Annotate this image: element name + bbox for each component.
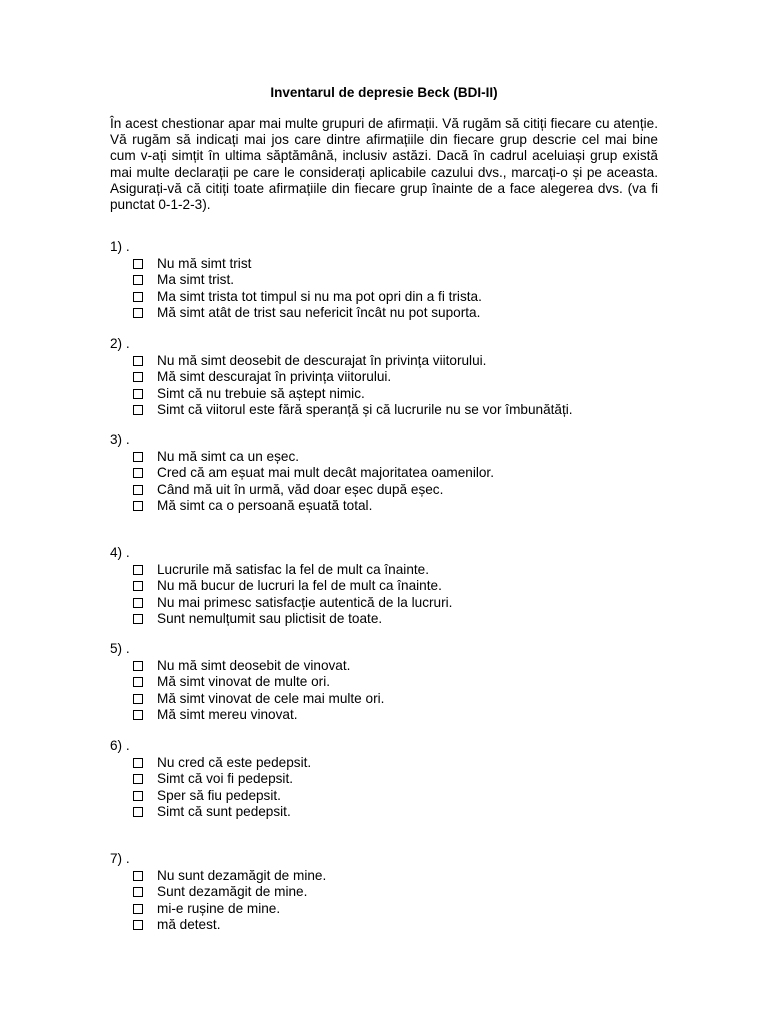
option-label: Nu mă simt trist (157, 255, 252, 271)
checkbox-icon[interactable] (133, 774, 143, 784)
checkbox-icon[interactable] (133, 485, 143, 495)
checkbox-icon[interactable] (133, 452, 143, 462)
option-label: Nu mă simt deosebit de descurajat în privința viitorului. (157, 352, 487, 368)
answer-option[interactable] (110, 788, 670, 805)
checkbox-icon[interactable] (133, 871, 143, 881)
option-label: Mă simt ca o persoană eșuată total. (157, 498, 373, 513)
question-number: 5) . (110, 641, 130, 656)
question-block (110, 851, 670, 934)
question-block (110, 738, 670, 821)
answer-option[interactable] (110, 369, 670, 386)
answer-option[interactable] (110, 272, 670, 289)
checkbox-icon[interactable] (133, 468, 143, 478)
checkbox-icon[interactable] (133, 598, 143, 608)
checkbox-icon[interactable] (133, 710, 143, 720)
answer-option[interactable] (110, 674, 670, 691)
checkbox-icon[interactable] (133, 581, 143, 591)
checkbox-icon[interactable] (133, 405, 143, 415)
checkbox-icon[interactable] (133, 904, 143, 914)
question-number: 2) . (110, 336, 130, 351)
checkbox-icon[interactable] (133, 259, 143, 269)
option-label: Nu sunt dezamăgit de mine. (157, 867, 327, 883)
answer-option[interactable] (110, 658, 670, 675)
option-label: Nu mă simt ca un eșec. (157, 448, 300, 464)
answer-option[interactable] (110, 562, 670, 579)
option-label: Nu mă simt deosebit de vinovat. (157, 657, 351, 673)
option-label: Simt că voi fi pedepsit. (157, 771, 293, 786)
answer-option[interactable] (110, 482, 670, 499)
question-number: 7) . (110, 851, 130, 866)
checkbox-icon[interactable] (133, 356, 143, 366)
answer-option[interactable] (110, 578, 670, 595)
answer-option[interactable] (110, 755, 670, 772)
question-number: 1) . (110, 239, 130, 254)
checkbox-icon[interactable] (133, 292, 143, 302)
question-block (110, 545, 670, 628)
option-label: Mă simt vinovat de cele mai multe ori. (157, 690, 385, 706)
option-label: Ma simt trist. (157, 272, 235, 287)
option-label: Sper să fiu pedepsit. (157, 787, 281, 803)
checkbox-icon[interactable] (133, 807, 143, 817)
answer-option[interactable] (110, 402, 670, 419)
option-label: Sunt nemulțumit sau plictisit de toate. (157, 611, 383, 626)
checkbox-icon[interactable] (133, 389, 143, 399)
checkbox-icon[interactable] (133, 565, 143, 575)
option-label: Mă simt atât de trist sau nefericit încât nu pot suporta. (157, 305, 481, 320)
question-block (110, 239, 670, 322)
question-block (110, 641, 670, 724)
option-label: mi-e rușine de mine. (157, 900, 281, 916)
answer-option[interactable] (110, 868, 670, 885)
option-label: Mă simt mereu vinovat. (157, 707, 298, 722)
option-label: Lucrurile mă satisfac la fel de mult ca înainte. (157, 561, 430, 577)
checkbox-icon[interactable] (133, 372, 143, 382)
checkbox-icon[interactable] (133, 501, 143, 511)
option-label: Sunt dezamăgit de mine. (157, 884, 308, 899)
answer-option[interactable] (110, 498, 670, 515)
answer-option[interactable] (110, 804, 670, 821)
instructions-paragraph: În acest chestionar apar mai multe grupuri de afirmații. Vă rugăm să citiți fiecare cu atenție. Vă rugăm să indicați mai jos care dintre afirmațiile din fiecare grup descrie cel mai bine cum v-ați simțit în ultima săptămână, inclusiv astăzi. Dacă în cadrul aceluiași grup există mai multe declarații pe care le considerați aplicabile cazului dvs., marcați-o și pe aceasta. Asigurați-vă că citiți toate afirmațiile din fiecare grup înainte de a face alegerea dvs. (va fi punctat 0-1-2-3). (110, 116, 658, 213)
checkbox-icon[interactable] (133, 614, 143, 624)
answer-option[interactable] (110, 884, 670, 901)
checkbox-icon[interactable] (133, 920, 143, 930)
answer-option[interactable] (110, 386, 670, 403)
option-label: Cred că am eșuat mai mult decât majoritatea oamenilor. (157, 465, 494, 480)
question-block (110, 432, 670, 515)
answer-option[interactable] (110, 901, 670, 918)
option-label: Când mă uit în urmă, văd doar eșec după eșec. (157, 481, 444, 497)
answer-option[interactable] (110, 305, 670, 322)
option-label: mă detest. (157, 917, 221, 932)
answer-option[interactable] (110, 449, 670, 466)
option-label: Ma simt trista tot timpul si nu ma pot opri din a fi trista. (157, 288, 482, 304)
answer-option[interactable] (110, 691, 670, 708)
option-label: Simt că sunt pedepsit. (157, 804, 291, 819)
checkbox-icon[interactable] (133, 758, 143, 768)
document-title: Inventarul de depresie Beck (BDI-II) (270, 85, 498, 100)
question-number: 3) . (110, 432, 130, 447)
option-label: Nu mai primesc satisfacție autentică de la lucruri. (157, 594, 453, 610)
checkbox-icon[interactable] (133, 694, 143, 704)
answer-option[interactable] (110, 611, 670, 628)
option-label: Simt că viitorul este fără speranță și că lucrurile nu se vor îmbunătăți. (157, 402, 573, 417)
question-number: 4) . (110, 545, 130, 560)
answer-option[interactable] (110, 707, 670, 724)
checkbox-icon[interactable] (133, 887, 143, 897)
answer-option[interactable] (110, 595, 670, 612)
option-label: Nu cred că este pedepsit. (157, 754, 312, 770)
answer-option[interactable] (110, 256, 670, 273)
answer-option[interactable] (110, 771, 670, 788)
option-label: Mă simt descurajat în privința viitorului. (157, 369, 392, 384)
checkbox-icon[interactable] (133, 275, 143, 285)
checkbox-icon[interactable] (133, 661, 143, 671)
answer-option[interactable] (110, 353, 670, 370)
option-label: Nu mă bucur de lucruri la fel de mult ca înainte. (157, 578, 442, 593)
option-label: Simt că nu trebuie să aștept nimic. (157, 385, 365, 401)
answer-option[interactable] (110, 465, 670, 482)
question-number: 6) . (110, 738, 130, 753)
answer-option[interactable] (110, 917, 670, 934)
question-block (110, 336, 670, 419)
option-label: Mă simt vinovat de multe ori. (157, 674, 331, 689)
checkbox-icon[interactable] (133, 677, 143, 687)
answer-option[interactable] (110, 289, 670, 306)
checkbox-icon[interactable] (133, 791, 143, 801)
checkbox-icon[interactable] (133, 308, 143, 318)
